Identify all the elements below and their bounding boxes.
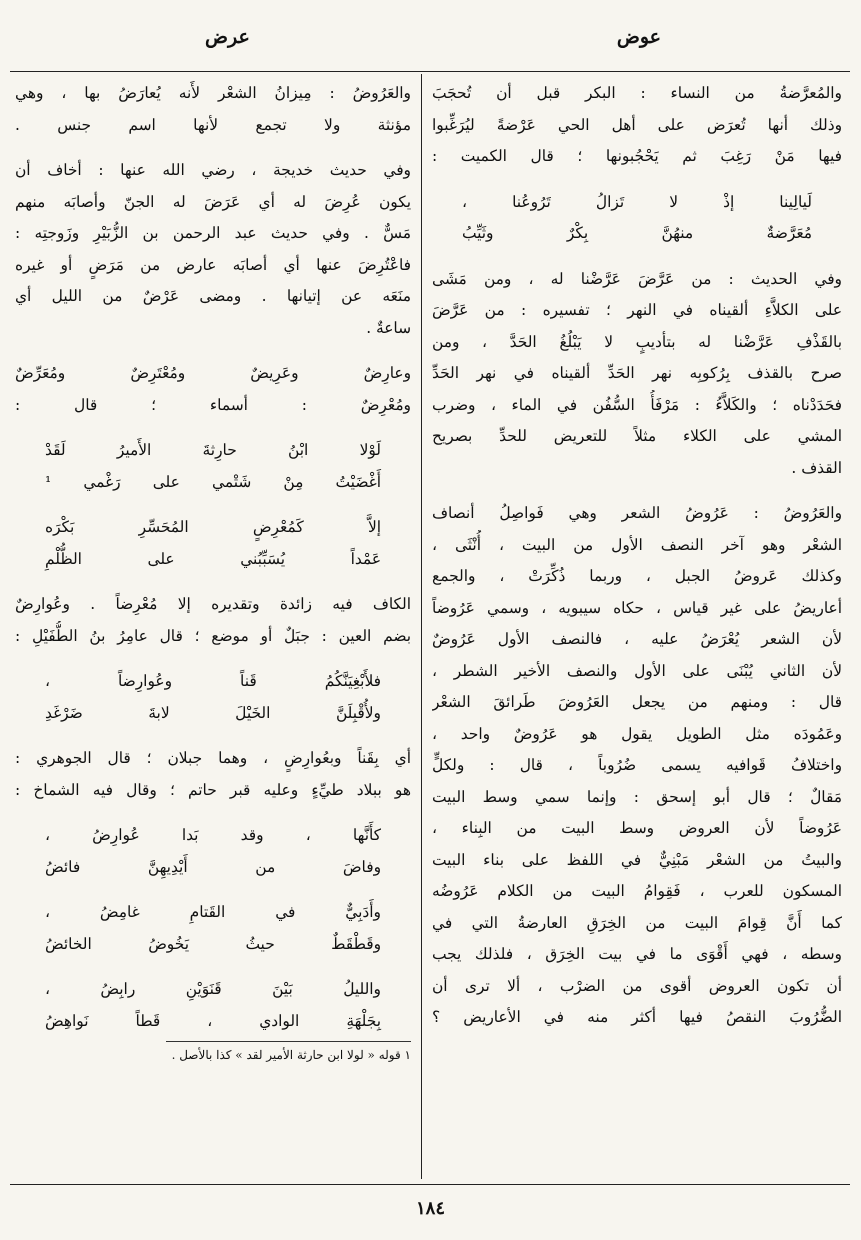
column-divider bbox=[421, 74, 422, 1179]
verse-kumayt bbox=[432, 187, 842, 250]
text-line: ساعةٌ . bbox=[366, 318, 411, 337]
verse-line: مُعَرَّضةٌ منهُنَّ بِكْرٌ وثَيِّبُ bbox=[462, 224, 812, 242]
text-line: ومُعْرِضٌ : أسماء ؛ قال : bbox=[15, 395, 411, 414]
verse-line: كأَنَّها ، وقد بَدا عُوارِضُ ، bbox=[45, 826, 381, 844]
text-line: يكون عُرِضَ له أي عَرَضَ له الجنّ وأصابَه منهم bbox=[15, 192, 411, 211]
paragraph-aroud-poetry bbox=[432, 498, 842, 1034]
text-line: والبيتُ من الشعْر مَبْنِيٌّ في اللفظ على بناء البيت bbox=[432, 850, 842, 869]
verse-line: ولأُقْبِلَنَّ الخَيْلَ لابةَ ضَرْغَدِ bbox=[45, 703, 381, 722]
page-number: ١٨٤ bbox=[415, 1198, 445, 1219]
verse-shammakh-2 bbox=[15, 897, 411, 960]
paragraph-women-mu'arrada bbox=[432, 78, 842, 173]
text-line: والعَرُوضُ : عَرُوضُ الشعر وهي فَواصِلُ أنصاف bbox=[432, 504, 842, 522]
verse-mu'rid bbox=[15, 512, 411, 575]
text-line: أعاريضُ على غير قياس ، حكاه سيبويه ، وسمي عَرُوضاً bbox=[432, 598, 842, 617]
footnote-rule bbox=[166, 1041, 411, 1042]
text-line: وكذلك عَروضُ الجبل ، وربما ذُكِّرَتْ ، والجمع bbox=[432, 567, 842, 585]
text-line: أي بِقَناً وبعُوارِضٍ ، وهما جبلان ؛ قال الجوهري : bbox=[15, 749, 411, 767]
text-line: الشعْر وهو آخر النصف الأول من البيت ، أُنْثَى ، bbox=[432, 535, 842, 554]
text-line: والمُعرَّضةُ من النساء : البكر قبل أن تُحجَبَ bbox=[432, 84, 842, 102]
paragraph-aroud-meter bbox=[15, 78, 411, 141]
page-header bbox=[0, 0, 861, 78]
verse-line: وفاضَ من أَيْدِيهِنَّ فائضُ bbox=[45, 857, 381, 876]
text-line: على الكلاَّءِ ألقيناه في النهر ؛ تفسيره : من عَرَّضَ bbox=[432, 301, 842, 319]
text-line: كما أَنَّ قِوامَ البيت من الخِرَقِ العارضةُ التي في bbox=[432, 913, 842, 932]
text-line: مَسٌّ . وفي حديث عبد الرحمن بن الزُّبَيْرِ وزَوجتِه : bbox=[15, 224, 411, 242]
footnote: ١ قوله « لولا ابن حارثة الأمير لقد » كذا بالأصل . bbox=[171, 1048, 411, 1062]
verse-line: أَغْضَيْتُ مِنْ شَتْمي على رَغْمي ¹ bbox=[45, 472, 381, 491]
text-line: فاعْتُرِضَ عنها أي أصابَه عارض من مَرَضٍ أو غيره bbox=[15, 255, 411, 274]
text-line: وعارِضٌ وعَرِيضٌ ومُعْتَرِضٌ ومُعَرِّضٌ bbox=[15, 364, 411, 382]
text-line: صرح بالقذف بِرُكوبِه نهر الحَدِّ ألقيناه في نهر الحَدِّ bbox=[432, 364, 842, 382]
text-line: القذف . bbox=[791, 458, 842, 477]
verse-line: لَوْلا ابْنُ حارِثةَ الأَميرُ لَقَدْ bbox=[45, 441, 381, 459]
text-line: الضُّرُوبَ النقصُ فيها أكثر منه في الأعاريض ؟ bbox=[432, 1008, 842, 1026]
text-line: لأن الشعر يُعْرَضُ عليه ، فالنصف الأول عَرُوضٌ bbox=[432, 630, 842, 648]
footer-rule bbox=[10, 1184, 850, 1185]
text-line: الكاف فيه زائدة وتقديره إلا مُعْرِضاً . وعُوارِضٌ bbox=[15, 595, 411, 613]
text-line: فحَدَدْناه ؛ والكَلاَّءُ : مَرْفَأُ السُّفُن في الماء ، وضرب bbox=[432, 395, 842, 414]
left-column bbox=[15, 78, 411, 1180]
text-line: وفي حديث خديجة ، رضي الله عنها : أخاف أن bbox=[15, 161, 411, 179]
verse-line: وقَطْقَطٌ حيثُ يَخُوضُ الخائضُ bbox=[45, 934, 381, 953]
text-line: مؤنثة ولا تجمع لأنها اسم جنس . bbox=[15, 115, 411, 134]
verse-line: عَمْداً يُسَبِّبُني على الظُّلْمِ bbox=[45, 549, 381, 568]
right-column bbox=[432, 78, 842, 1180]
text-line: وفي الحديث : من عَرَّضَ عَرَّضْنا له ، ومن مَشَى bbox=[432, 269, 842, 288]
text-line: أن تكون العروض أقوى من الضرْب ، ألا ترى أن bbox=[432, 976, 842, 995]
verse-line: والليلُ بَيْنَ قَنَوَيْنِ رابِضُ ، bbox=[45, 980, 381, 998]
verse-line: لَيالِينا إذْ لا تَزالُ تَرُوعُنا ، bbox=[462, 192, 812, 211]
verse-line: إلاَّ كَمُعْرِضٍ المُحَسِّرِ بَكْرَه bbox=[45, 518, 381, 536]
paragraph-jawhari bbox=[15, 743, 411, 806]
running-head-left: عرض bbox=[205, 26, 250, 48]
text-line: وذلك أنها تُعرَض على أهل الحي عَرْضةً ليُرَغِّبوا bbox=[432, 115, 842, 134]
paragraph-uwarid bbox=[15, 589, 411, 652]
verse-line: فلأَبْغِيَنَّكُمُ قَناً وعُوارِضاً ، bbox=[45, 672, 381, 690]
text-line: والعَرُوضُ : مِيزانُ الشعْر لأَنه يُعارَضُ بها ، وهي bbox=[15, 84, 411, 102]
text-line: بضم العين : جبَلٌ أو موضع ؛ قال عامِرُ بنُ الطُّفَيْلِ : bbox=[15, 626, 411, 645]
text-line: وعَمُودَه مثل الطويل يقول هو عَرُوضٌ واحد ، bbox=[432, 724, 842, 743]
paragraph-hadith-khadija bbox=[15, 155, 411, 344]
header-rule bbox=[10, 71, 850, 72]
verse-line: وأَدَبِيٌّ في القَتامِ غامِضُ ، bbox=[45, 903, 381, 921]
text-line: قال : ومنهم من يجعل العَرُوضَ طَرائقَ الشعْر bbox=[432, 693, 842, 711]
text-line: بالقَذْفِ عَرَّضْنا له بتأديبٍ لا يَبْلُغُ الحَدَّ ، ومن bbox=[432, 332, 842, 351]
text-line: وسطه ، فهي أَقْوَى ما في بيت الخِرَق ، فلذلك يجب bbox=[432, 945, 842, 963]
text-line: عَرُوضاً لأن العروض وسط البيت من البِناء ، bbox=[432, 819, 842, 837]
running-head-right: عوض bbox=[616, 26, 661, 48]
text-line: واختلافُ قَوافيه يسمى ضُرُوباً ، قال : ولكلٍّ bbox=[432, 756, 842, 774]
text-line: مَقالٌ ؛ قال أبو إسحق : وإنما سمي وسط البيت bbox=[432, 787, 842, 806]
paragraph-hadith-arrada bbox=[432, 264, 842, 485]
text-line: منَعَه عن إتيانها . ومضى عَرْضٌ من الليل أي bbox=[15, 287, 411, 305]
text-line: هو ببلاد طيِّءٍ وعليه قبر حاتم ؛ وقال فيه الشماخ : bbox=[15, 780, 411, 799]
verse-amir-tufayl bbox=[15, 666, 411, 729]
verse-shammakh-3 bbox=[15, 974, 411, 1037]
text-line: المشي على الكلاء مثلاً للتعريض للحدِّ بصريح bbox=[432, 427, 842, 445]
verse-line: بِجَلْهَةِ الوادي ، قَطاً نَواهِضُ bbox=[45, 1011, 381, 1030]
paragraph-names bbox=[15, 358, 411, 421]
text-line: فيها مَنْ رَغِبَ ثم يَحْجُبونها ؛ قال الكميت : bbox=[432, 147, 842, 165]
verse-shammakh-1 bbox=[15, 820, 411, 883]
verse-ibn-haritha bbox=[15, 435, 411, 498]
text-line: لأن الثاني يُبْنَى على الأول والنصف الأخير الشطر ، bbox=[432, 661, 842, 680]
text-line: المسكون للعرب ، فَقِوامُ البيت من الكلام عَرُوضُه bbox=[432, 882, 842, 900]
